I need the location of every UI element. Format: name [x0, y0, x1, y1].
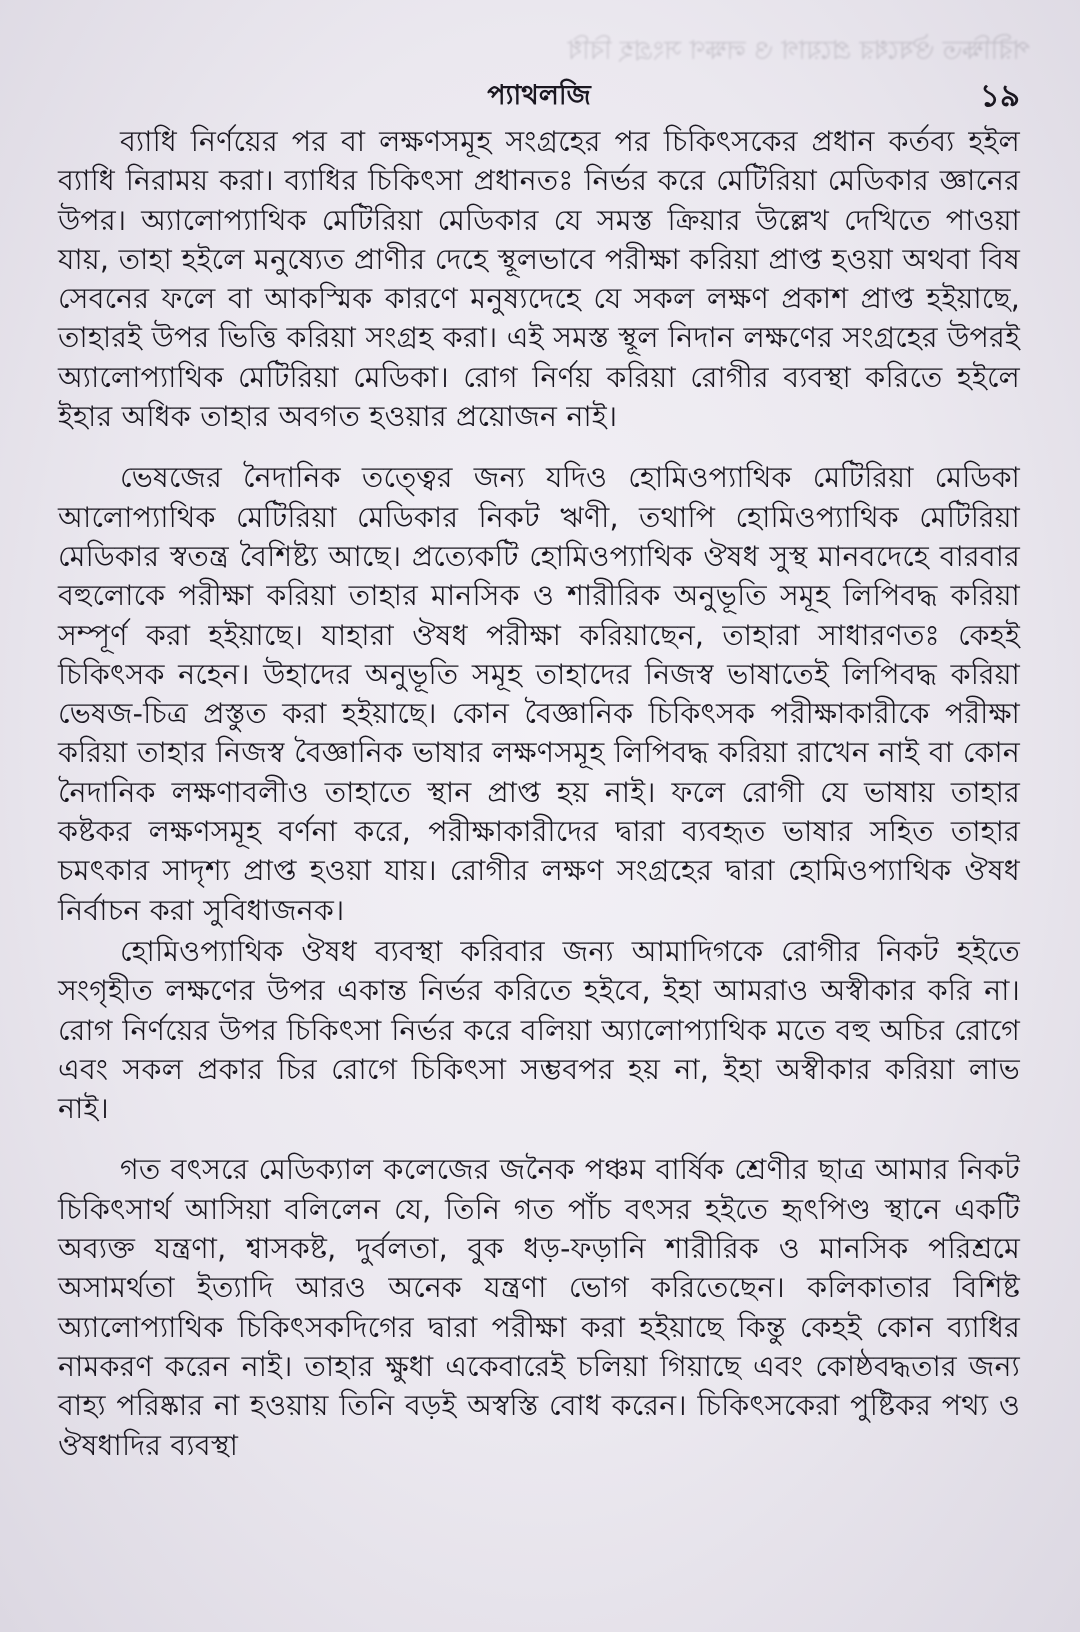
paragraph-4: গত বৎসরে মেডিক্যাল কলেজের জনৈক পঞ্চম বার্ষিক শ্রেণীর ছাত্র আমার নিকট চিকিৎসার্থ আসিয়া বলিলেন যে, তিনি গত পাঁচ বৎসর হইতে হৃৎপিণ্ড স্থানে একটি অব্যক্ত যন্ত্রণা, শ্বাসকষ্ট, দুর্বলতা, বুক ধড়-ফড়ানি শারীরিক ও মানসিক পরিশ্রমে অসামর্থতা ইত্যাদি আরও অনেক যন্ত্রণা ভোগ করিতেছেন। কলিকাতার বিশিষ্ট অ্যালোপ্যাথিক চিকিৎসকদিগের দ্বারা পরীক্ষা করা হইয়াছে কিন্তু কেহই কোন ব্যাধির নামকরণ করেন নাই। তাহার ক্ষুধা একেবারেই চলিয়া গিয়াছে এবং কোষ্ঠবদ্ধতার জন্য বাহ্য পরিষ্কার না হওয়ায় তিনি বড়ই অস্বস্তি বোধ করেন। চিকিৎসকেরা পুষ্টিকর পথ্য ও ঔষধাদির ব্যবস্থা	[58, 1153, 1020, 1462]
paragraph-3: হোমিওপ্যাথিক ঔষধ ব্যবস্থা করিবার জন্য আমাদিগকে রোগীর নিকট হইতে সংগৃহীত লক্ষণের উপর একান্ত নির্ভর করিতে হইবে, ইহা আমরাও অস্বীকার করি না। রোগ নির্ণয়ের উপর চিকিৎসা নির্ভর করে বলিয়া অ্যালোপ্যাথিক মতে বহু অচির রোগে এবং সকল প্রকার চির রোগে চিকিৎসা সম্ভবপর হয় না, ইহা অস্বীকার করিয়া লাভ নাই।	[58, 934, 1020, 1126]
page-number: ১৯	[979, 78, 1020, 114]
paragraph-1: ব্যাধি নির্ণয়ের পর বা লক্ষণসমূহ সংগ্রহের পর চিকিৎসকের প্রধান কর্তব্য হইল ব্যাধি নিরাময় করা। ব্যাধির চিকিৎসা প্রধানতঃ নির্ভর করে মেটিরিয়া মেডিকার জ্ঞানের উপর। অ্যালোপ্যাথিক মেটিরিয়া মেডিকার যে সমস্ত ক্রিয়ার উল্লেখ দেখিতে পাওয়া যায়, তাহা হইলে মনুষ্যেত প্রাণীর দেহে স্থূলভাবে পরীক্ষা করিয়া প্রাপ্ত হওয়া অথবা বিষ সেবনের ফলে বা আকস্মিক কারণে মনুষ্যদেহে যে সকল লক্ষণ প্রকাশ প্রাপ্ত হইয়াছে, তাহারই উপর ভিত্তি করিয়া সংগ্রহ করা। এই সমস্ত স্থূল নিদান লক্ষণের সংগ্রহের উপরই অ্যালোপ্যাথিক মেটিরিয়া মেডিকা। রোগ নির্ণয় করিয়া রোগীর ব্যবস্থা করিতে হইলে ইহার অধিক তাহার অবগত হওয়ার প্রয়োজন নাই।	[58, 125, 1020, 434]
show-through-text: পরীক্ষিত ঔষধের প্রয়োগ ও লক্ষণ সংগ্রহ বিধি	[567, 36, 1030, 66]
body-text	[58, 122, 1020, 1465]
paragraph-2: ভেষজের নৈদানিক তত্ত্বের জন্য যদিও হোমিওপ্যাথিক মেটিরিয়া মেডিকা আলোপ্যাথিক মেটিরিয়া মেডিকার নিকট ঋণী, তথাপি হোমিওপ্যাথিক মেটিরিয়া মেডিকার স্বতন্ত্র বৈশিষ্ট্য আছে। প্রত্যেকটি হোমিওপ্যাথিক ঔষধ সুস্থ মানবদেহে বারবার বহুলোকে পরীক্ষা করিয়া তাহার মানসিক ও শারীরিক অনুভূতি সমূহ লিপিবদ্ধ করিয়া সম্পূর্ণ করা হইয়াছে। যাহারা ঔষধ পরীক্ষা করিয়াছেন, তাহারা সাধারণতঃ কেহই চিকিৎসক নহেন। উহাদের অনুভূতি সমূহ তাহাদের নিজস্ব ভাষাতেই লিপিবদ্ধ করিয়া ভেষজ-চিত্র প্রস্তুত করা হইয়াছে। কোন বৈজ্ঞানিক চিকিৎসক পরীক্ষাকারীকে পরীক্ষা করিয়া তাহার নিজস্ব বৈজ্ঞানিক ভাষার লক্ষণসমূহ লিপিবদ্ধ করিয়া রাখেন নাই বা কোন নৈদানিক লক্ষণাবলীও তাহাতে স্থান প্রাপ্ত হয় নাই। ফলে রোগী যে ভাষায় তাহার কষ্টকর লক্ষণসমূহ বর্ণনা করে, পরীক্ষাকারীদের দ্বারা ব্যবহৃত ভাষার সহিত তাহার চমৎকার সাদৃশ্য প্রাপ্ত হওয়া যায়। রোগীর লক্ষণ সংগ্রহের দ্বারা হোমিওপ্যাথিক ঔষধ নির্বাচন করা সুবিধাজনক।	[58, 461, 1020, 927]
running-title: প্যাথলজি	[487, 80, 591, 111]
page-header	[58, 76, 1020, 116]
